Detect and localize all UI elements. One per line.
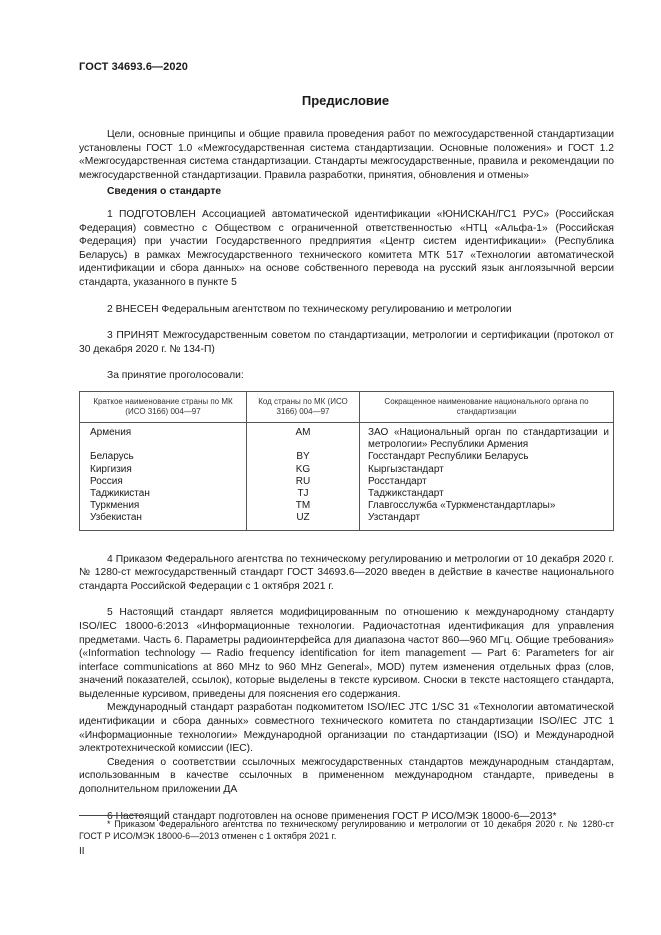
cell-country: Россия xyxy=(80,476,247,488)
preface-body xyxy=(79,128,614,823)
cell-org: Таджикстандарт xyxy=(360,488,614,500)
header-country: Краткое наименование страны по МК (ИСО 3166) 004—97 xyxy=(80,391,247,422)
standard-code-header: ГОСТ 34693.6—2020 xyxy=(79,61,189,73)
cell-country: Туркмения xyxy=(80,500,247,512)
cell-code: BY xyxy=(247,451,360,463)
paragraph-2: 2 ВНЕСЕН Федеральным агентством по техническому регулированию и метрологии xyxy=(107,303,512,315)
cell-org: Узстандарт xyxy=(360,512,614,530)
header-org: Сокращенное наименование национального органа по стандартизации xyxy=(360,391,614,422)
voted-caption: За принятие проголосовали: xyxy=(107,370,244,382)
cell-country: Узбекистан xyxy=(80,512,247,530)
paragraph-6: 6 Настоящий стандарт подготовлен на основе применения ГОСТ Р ИСО/МЭК 18000-6—2013* xyxy=(107,810,557,822)
cell-country: Армения xyxy=(80,422,247,451)
section-subtitle: Сведения о стандарте xyxy=(107,186,222,198)
table-header-row xyxy=(80,391,614,422)
paragraph-1: 1 ПОДГОТОВЛЕН Ассоциацией автоматической идентификации «ЮНИСКАН/ГС1 РУС» (Российская Федерация) совместно с Обществом с ограниченной ответственностью «НТЦ «Альфа-1» (Российская Федерация) при участии Государственного предприятия «Центр систем идентификации» (Республика Беларусь) в рамках Межгосударственного технического комитета МТК 517 «Технологии автоматической идентификации и сбора данных» на основе собственного перевода на русский язык англоязычной версии стандарта, указанного в пункте 5 xyxy=(79,208,614,288)
paragraph-4: 4 Приказом Федерального агентства по техническому регулированию и метрологии от 10 декабря 2020 г. № 1280-ст межгосударственный стандарт ГОСТ 34693.6—2020 введен в действие в качестве национального стандарта Российской Федерации с 1 октября 2021 г. xyxy=(79,553,614,592)
cell-code: UZ xyxy=(247,512,360,530)
cell-code: AM xyxy=(247,422,360,451)
footnote: * Приказом Федерального агентства по техническому регулированию и метрологии от 10 декабря 2020 г. № 1280-ст ГОСТ Р ИСО/МЭК 18000-6—2013 отменен с 1 октября 2021 г. xyxy=(79,819,614,841)
paragraph-3: 3 ПРИНЯТ Межгосударственным советом по стандартизации, метрологии и сертификации (протокол от 30 декабря 2020 г. № 134-П) xyxy=(79,330,614,355)
cell-code: TJ xyxy=(247,488,360,500)
table-row xyxy=(80,476,614,488)
cell-org: Главгосслужба «Туркменстандартлары» xyxy=(360,500,614,512)
page-number: II xyxy=(79,846,85,857)
paragraph-5-references: Сведения о соответствии ссылочных межгосударственных стандартов международным стандартам, использованным в качестве ссылочных в примененном международном стандарте, приведены в дополнительном приложении ДА xyxy=(79,756,614,796)
cell-org: Госстандарт Республики Беларусь xyxy=(360,451,614,463)
paragraph-5-iso: Международный стандарт разработан подкомитетом ISO/IEC JTC 1/SC 31 «Технологии автоматической идентификации и сбора данных» совместного технического комитета по стандартизации ISO/IEC JTC 1 «Информационные технологии» Международной организации по стандартизации (ISO) и Международной электротехнической комиссии (IEC). xyxy=(79,702,614,755)
cell-code: KG xyxy=(247,464,360,476)
intro-paragraph: Цели, основные принципы и общие правила проведения работ по межгосударственной стандартизации установлены ГОСТ 1.0 «Межгосударственная система стандартизации. Основные положения» и ГОСТ 1.2 «Межгосударственная система стандартизации. Стандарты межгосударственные, правила и рекомендации по межгосударственной стандартизации. Правила разработки, принятия, обновления и отмены» xyxy=(79,129,614,181)
table-row xyxy=(80,500,614,512)
cell-org: Кыргызстандарт xyxy=(360,464,614,476)
cell-country: Таджикистан xyxy=(80,488,247,500)
table-row xyxy=(80,464,614,476)
voting-table xyxy=(79,391,614,531)
cell-org: ЗАО «Национальный орган по стандартизации и метрологии» Республики Армения xyxy=(360,422,614,451)
table-row xyxy=(80,512,614,530)
cell-country: Беларусь xyxy=(80,451,247,463)
header-code: Код страны по МК (ИСО 3166) 004—97 xyxy=(247,391,360,422)
table-row xyxy=(80,451,614,463)
page-title: Предисловие xyxy=(301,93,390,108)
cell-code: RU xyxy=(247,476,360,488)
cell-code: TM xyxy=(247,500,360,512)
cell-country: Киргизия xyxy=(80,464,247,476)
table-row xyxy=(80,488,614,500)
paragraph-5: 5 Настоящий стандарт является модифицированным по отношению к международному стандарту ISO/IEC 18000-6:2013 «Информационные технологии. Радиочастотная идентификация для управления предметами. Часть 6. Параметры радиоинтерфейса для диапазона частот 860—960 МГц. Общие требования» («Information technology — Radio frequency identification for item management — Part 6: Parameters for air interface communications at 860 MHz to 960 MHz General», MOD) путем изменения отдельных фраз (слов, значений показателей, ссылок), которые выделены в тексте курсивом. Сноски в тексте настоящего стандарта, выделенные курсивом, приведены для пояснения его содержания. xyxy=(79,607,614,700)
footnote-divider xyxy=(79,815,143,816)
table-row xyxy=(80,422,614,451)
cell-org: Росстандарт xyxy=(360,476,614,488)
